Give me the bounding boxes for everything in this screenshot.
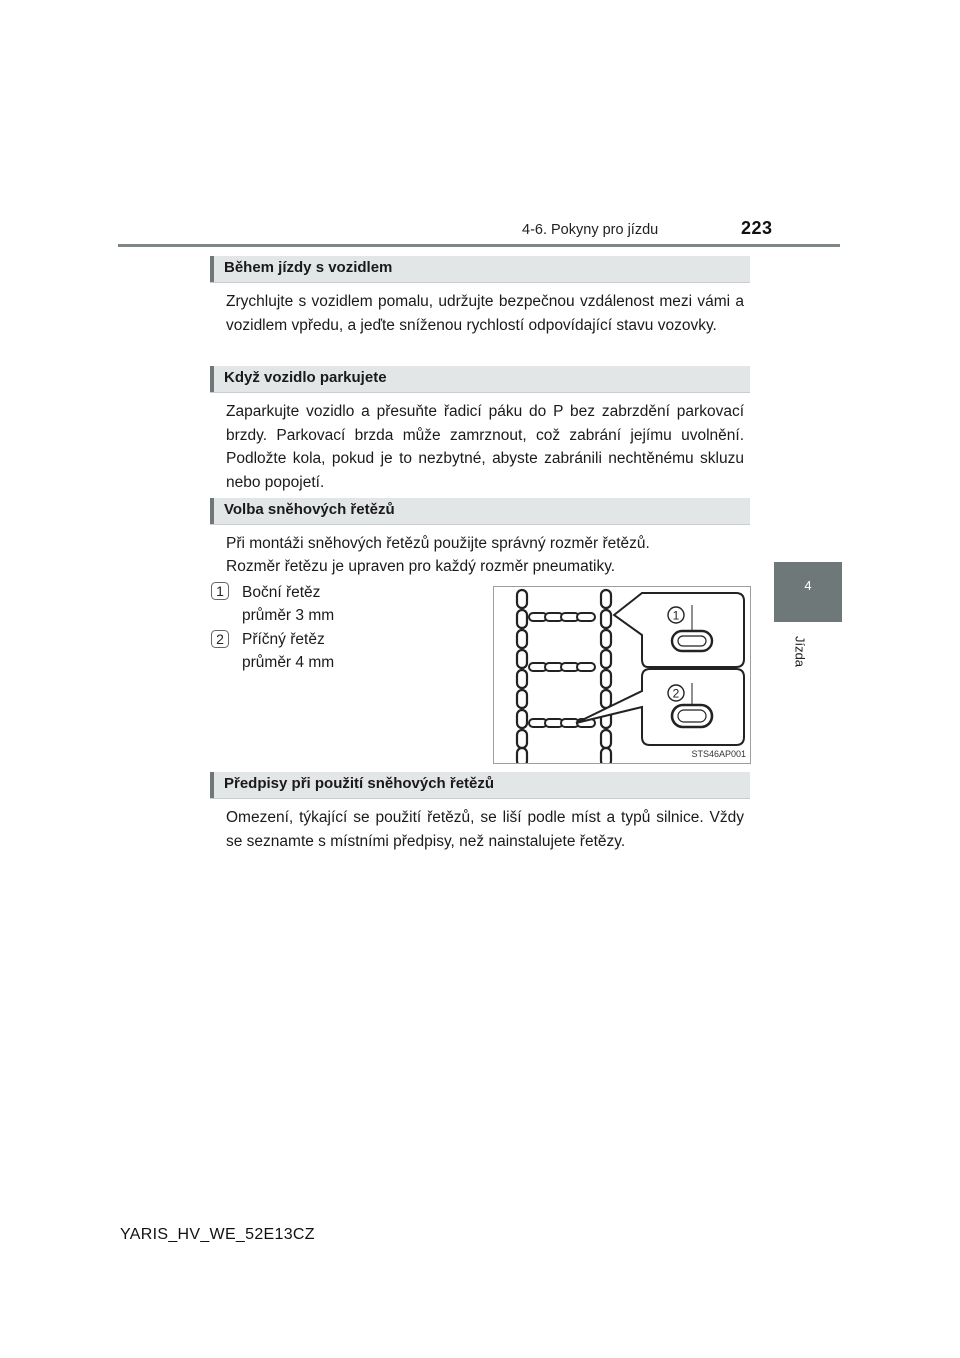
callout-number: 1 <box>216 583 224 599</box>
section-heading-text: Během jízdy s vozidlem <box>224 259 393 276</box>
chain-selection-line-1: Při montáži sněhových řetězů použijte správný rozměr řetězů. <box>226 535 650 552</box>
section-heading-parking <box>210 366 750 393</box>
callout-1 <box>211 582 229 600</box>
section-heading-text: Volba sněhových řetězů <box>224 501 395 518</box>
cross-chain-top <box>529 613 595 621</box>
item-side-chain-diameter: průměr 3 mm <box>242 607 335 624</box>
section-heading-driving <box>210 256 750 283</box>
callout-2 <box>211 630 229 648</box>
header-rule <box>118 244 840 247</box>
document-code: YARIS_HV_WE_52E13CZ <box>120 1226 315 1243</box>
page-number: 223 <box>741 218 773 238</box>
section-heading-chain-selection <box>210 498 750 525</box>
side-chain-left <box>517 590 527 763</box>
running-header-section: 4-6. Pokyny pro jízdu <box>522 222 659 238</box>
detail-box-side-chain <box>614 593 744 667</box>
figure-code: STS46AP001 <box>691 749 746 759</box>
section-body-parking: Zaparkujte vozidlo a přesuňte řadicí páku do P bez zabrzdění parkovací brzdy. Parkovací brzda může zamrznout, což zabrání jejímu uvolnění. Podložte kola, pokud je to nezbytné, abyste zabránili nechtěnému skluzu nebo popojetí. <box>226 403 744 491</box>
section-heading-text: Když vozidlo parkujete <box>224 369 387 386</box>
chapter-tab[interactable] <box>774 562 842 622</box>
chain-selection-line-2: Rozměr řetězu je upraven pro každý rozměr pneumatiky. <box>226 558 616 575</box>
item-cross-chain-name: Příčný řetěz <box>242 631 325 648</box>
callout-number: 2 <box>216 631 224 647</box>
chapter-title <box>792 628 808 676</box>
section-heading-regulations <box>210 772 750 799</box>
chapter-title-text: Jízda <box>792 635 808 668</box>
item-cross-chain-diameter: průměr 4 mm <box>242 654 335 671</box>
section-body-regulations: Omezení, týkající se použití řetězů, se liší podle míst a typů silnice. Vždy se seznamte s místními předpisy, než nainstalujete řetězy. <box>226 809 744 850</box>
side-chain-right <box>601 590 611 763</box>
snow-chain-figure <box>493 586 751 764</box>
item-side-chain-name: Boční řetěz <box>242 584 321 601</box>
chapter-number: 4 <box>804 578 812 593</box>
section-body-driving: Zrychlujte s vozidlem pomalu, udržujte bezpečnou vzdálenost mezi vámi a vozidlem vpředu, a jeďte sníženou rychlostí odpovídající stavu vozovky. <box>226 293 744 334</box>
snow-chain-illustration <box>494 587 750 763</box>
figure-callout-1: 1 <box>672 608 680 623</box>
cross-chain-middle <box>529 663 595 671</box>
section-heading-text: Předpisy při použití sněhových řetězů <box>224 775 495 792</box>
figure-callout-2: 2 <box>672 686 680 701</box>
